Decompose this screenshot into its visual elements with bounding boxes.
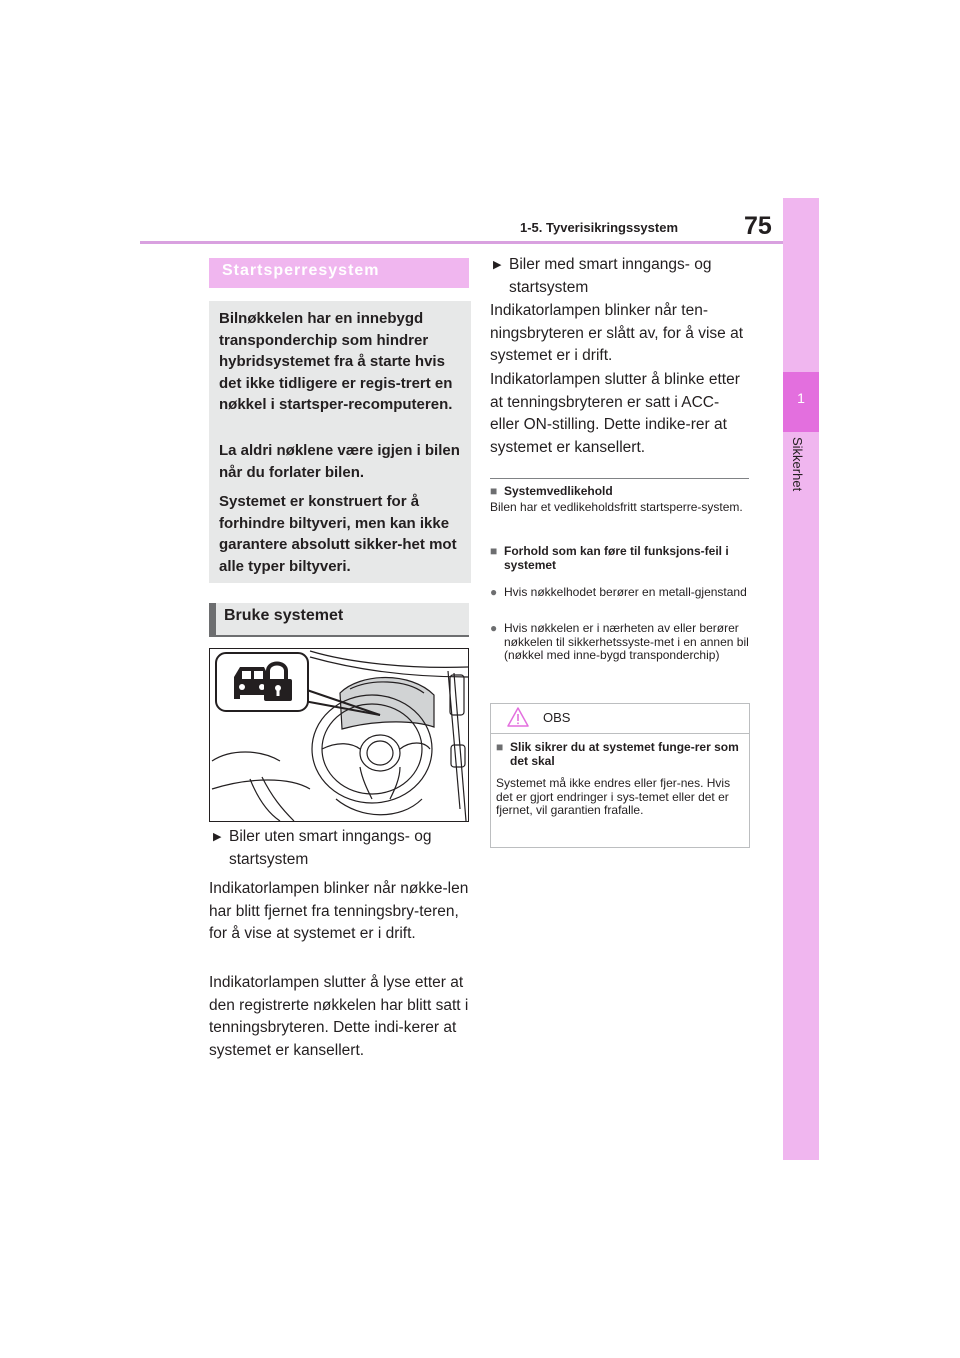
body-paragraph: Indikatorlampen slutter å lyse etter at den registrerte nøkkelen har blitt satt i tenningsbryteren. Dette indi-kerer at systemet er kansellert. [209,974,469,1059]
bullet-marker: ● [490,585,498,599]
info-paragraph: Systemet er konstruert for å forhindre biltyveri, men kan ikke garantere absolutt sikker-het mot alle typer biltyveri. [219,493,457,575]
bullet-text: Hvis nøkkelen er i nærheten av eller berører nøkkelen til sikkerhetssyste-met i en annen bil (nøkkel med inne-bygd transponderchip) [504,621,749,662]
section-title: 1-5. Tyverisikringssystem [520,220,679,235]
square-marker: ■ [496,740,504,754]
divider [490,478,749,479]
caution-heading-text: Slik sikrer du at systemet funge-rer som det skal [510,740,739,768]
caution-heading [496,740,746,768]
chapter-label: Sikkerhet [790,437,805,492]
arrow-marker: ▶ [493,259,502,271]
bullet-text: Hvis nøkkelhodet berører en metall-gjenstand [504,585,747,599]
header-rule [140,241,783,244]
note-text: Bilen har et vedlikeholdsfritt startsperre-system. [490,500,743,514]
section-heading: Startsperresystem [222,262,380,279]
info-paragraph: La aldri nøklene være igjen i bilen når du forlater bilen. [219,442,460,481]
arrow-item-text: Biler med smart inngangs- og startsystem [509,256,712,296]
body-paragraph: Indikatorlampen blinker når nøkke-len har blitt fjernet fra tenningsbry-teren, for å vise at systemet er i drift. [209,880,469,942]
chapter-number: 1 [797,390,805,406]
warning-triangle-icon [507,707,529,727]
note-heading-text: Systemvedlikehold [504,484,613,498]
body-paragraph: Indikatorlampen slutter å blinke etter at tenningsbryteren er satt i ACC- eller ON-stilling. Dette indike-rer at systemet er kansellert. [490,371,740,456]
arrow-list-item [493,254,751,299]
bullet-item [490,586,752,600]
caution-text: Systemet må ikke endres eller fjer-nes. Hvis det er gjort endringer i sys-temet eller det er fjernet, vil garantien frafalle. [496,776,731,817]
dashboard-illustration [209,648,469,822]
caution-label: OBS [543,710,571,725]
page-number: 75 [744,212,772,240]
square-marker: ■ [490,544,498,558]
note-heading [490,544,752,572]
chapter-side-tab [783,198,819,1160]
bullet-marker: ● [490,621,498,635]
body-paragraph: Indikatorlampen blinker når ten-ningsbryteren er slått av, for å vise at systemet er i drift. [490,302,743,364]
info-paragraph: Bilnøkkelen har en innebygd transponderchip som hindrer hybridsystemet fra å starte hvis det ikke tidligere er regis-trert en nøkkel i startsper-recomputeren. [219,310,453,413]
subheading-rule [209,635,469,637]
arrow-marker: ▶ [213,831,222,843]
note-heading-text: Forhold som kan føre til funksjons-feil i systemet [504,544,729,572]
arrow-list-item [213,826,471,871]
subheading-accent [209,603,216,635]
arrow-item-text: Biler uten smart inngangs- og startsystem [229,828,432,868]
caution-divider [490,733,750,734]
note-heading [490,484,752,498]
bullet-item [490,622,752,663]
subheading: Bruke systemet [224,607,344,624]
square-marker: ■ [490,484,498,498]
